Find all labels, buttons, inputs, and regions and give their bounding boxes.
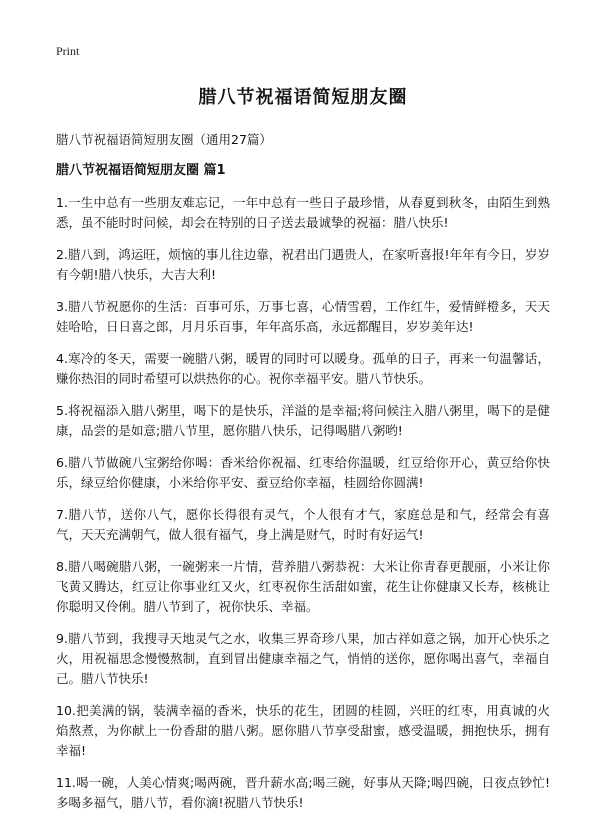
paragraph-10: 10.把美满的锅，装满幸福的香米，快乐的花生，团圆的桂圆，兴旺的红枣，用真诚的火焰熬煮，为你献上一份香甜的腊八粥。愿你腊八节享受甜蜜，感受温暖，拥抱快乐，拥有幸福! <box>56 703 550 758</box>
paragraph-11: 11.喝一碗，人美心情爽;喝两碗，晋升薪水高;喝三碗，好事从天降;喝四碗，日夜点钞忙!多喝多福气，腊八节，看你滴!祝腊八节快乐! <box>56 775 550 810</box>
document-subtitle: 腊八节祝福语简短朋友圈（通用27篇） <box>56 132 272 147</box>
paragraph-4: 4.寒冷的冬天，需要一碗腊八粥，暖胃的同时可以暖身。孤单的日子，再来一句温馨话，赚你热泪的同时希望可以烘热你的心。祝你幸福平安。腊八节快乐。 <box>56 351 550 386</box>
paragraph-2: 2.腊八到，鸿运旺，烦恼的事儿往边靠，祝君出门遇贵人，在家听喜报!年年有今日，岁岁有今朝!腊八快乐，大吉大利! <box>56 247 550 282</box>
paragraph-5: 5.将祝福添入腊八粥里，喝下的是快乐，洋溢的是幸福;将问候注入腊八粥里，喝下的是健康，品尝的是如意;腊八节里，愿你腊八快乐，记得喝腊八粥哟! <box>56 403 550 438</box>
document-title: 腊八节祝福语简短朋友圈 <box>198 87 408 108</box>
paragraph-1: 1.一生中总有一些朋友难忘记，一年中总有一些日子最珍惜，从春夏到秋冬，由陌生到熟悉，虽不能时时问候，却会在特别的日子送去最诚挚的祝福：腊八快乐! <box>56 195 550 230</box>
paragraph-7: 7.腊八节，送你八气，愿你长得很有灵气，个人很有才气，家庭总是和气，经常会有喜气，天天充满朝气，做人很有福气，身上满是财气，时时有好运气! <box>56 507 550 542</box>
paragraph-list <box>56 193 550 813</box>
paragraph-3: 3.腊八节祝愿你的生活：百事可乐，万事七喜，心情雪碧，工作红牛，爱情鲜橙多，天天娃哈哈，日日喜之郎，月月乐百事，年年高乐高，永远都醒目，岁岁美年达! <box>56 299 550 334</box>
print-link[interactable]: Print <box>56 44 80 58</box>
paragraph-6: 6.腊八节做碗八宝粥给你喝：香米给你祝福、红枣给你温暖，红豆给你开心，黄豆给你快乐，绿豆给你健康，小米给你平安、蚕豆给你幸福，桂圆给你圆满! <box>56 455 550 490</box>
paragraph-9: 9.腊八节到，我搜寻天地灵气之水，收集三界奇珍八果，加古祥如意之锅，加开心快乐之火，用祝福思念慢慢熬制，直到冒出健康幸福之气，悄悄的送你，愿你喝出喜气，幸福自己。腊八节快乐! <box>56 631 550 686</box>
section-heading: 腊八节祝福语简短朋友圈 篇1 <box>56 163 226 178</box>
paragraph-8: 8.腊八喝碗腊八粥，一碗粥来一片情，营养腊八粥恭祝：大米让你青春更靓丽，小米让你飞黄又腾达，红豆让你事业红又火，红枣祝你生活甜如蜜，花生让你健康又长寿，核桃让你聪明又伶俐。腊八节到了，祝你快乐、幸福。 <box>56 559 550 614</box>
